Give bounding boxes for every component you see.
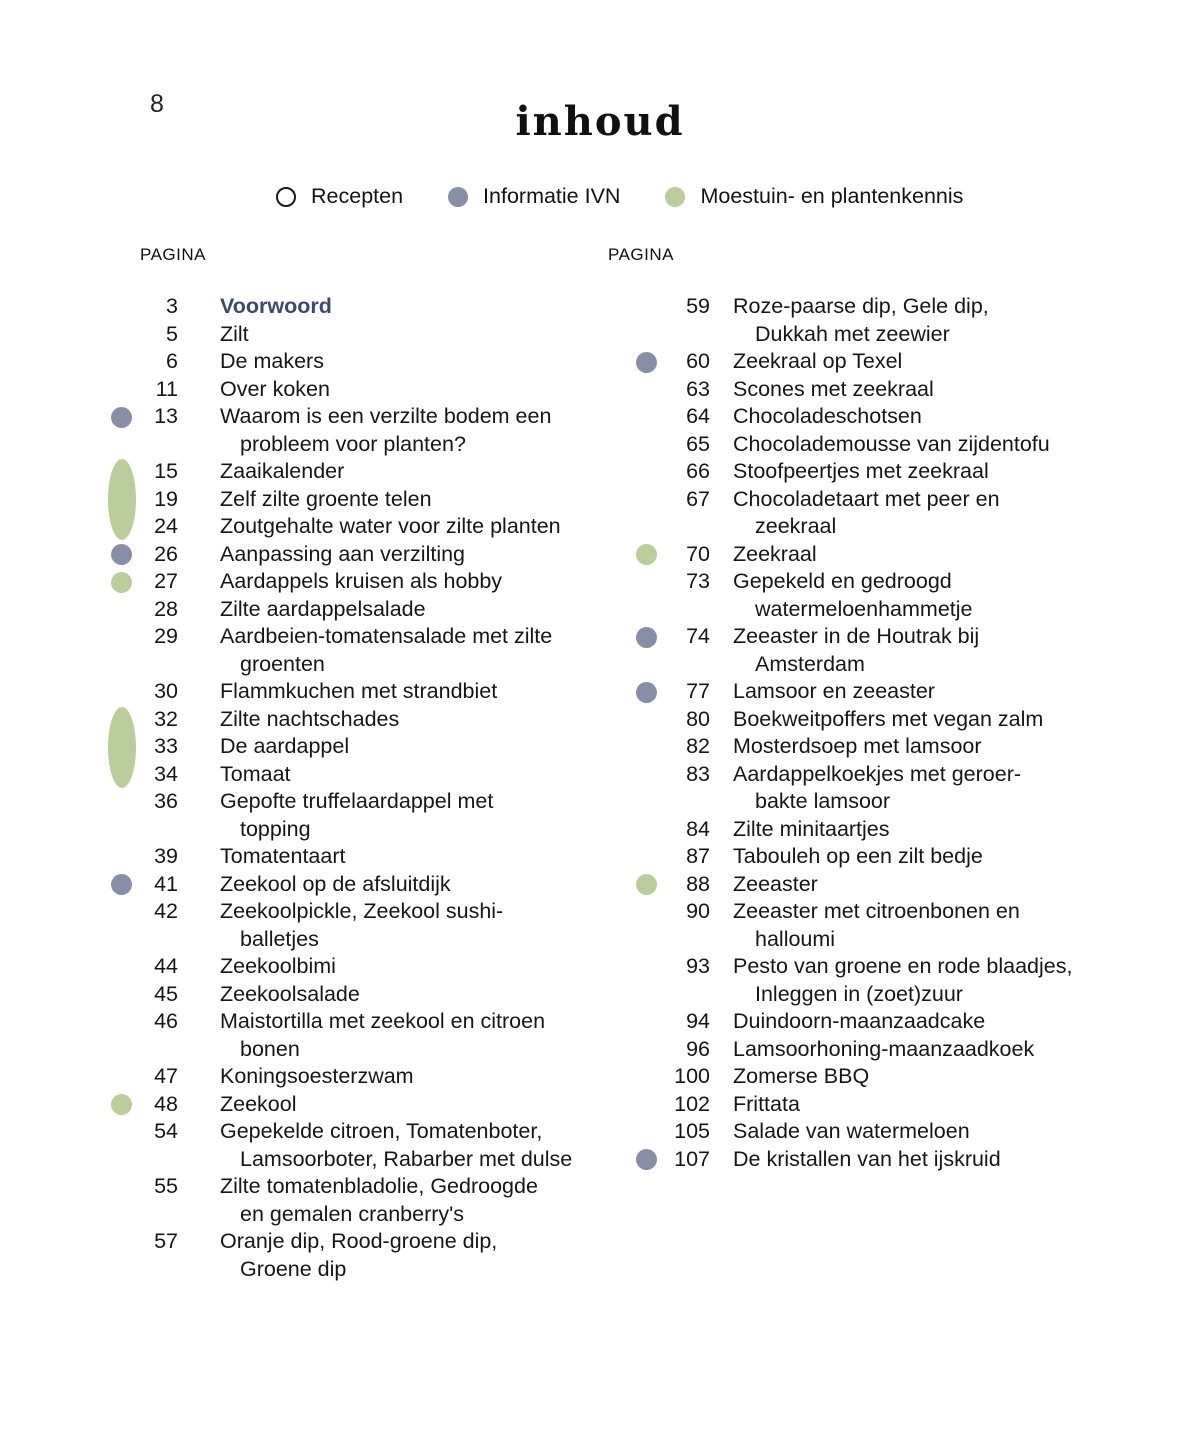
toc-entry <box>625 706 1185 734</box>
entry-page-number: 27 <box>154 569 178 593</box>
toc-entry <box>100 1091 625 1119</box>
entry-title: Duindoorn-maanzaadcake <box>733 1009 986 1033</box>
toc-entry <box>100 706 625 734</box>
entry-page-number <box>144 926 178 954</box>
toc-entry <box>625 1063 1185 1091</box>
entry-page-number: 48 <box>154 1091 178 1116</box>
entry-title: Zeekraal <box>733 541 817 566</box>
info-ivn-dot-icon <box>111 544 132 565</box>
toc-entry <box>625 1036 1185 1064</box>
toc-entry <box>100 321 625 349</box>
entry-title: Zeeaster <box>733 871 818 896</box>
toc-entry <box>625 1091 1185 1119</box>
entry-page-number: 83 <box>686 761 710 786</box>
entry-title: De kristallen van het ijskruid <box>733 1146 1001 1171</box>
toc-entry <box>625 843 1185 871</box>
toc-entry <box>625 431 1185 459</box>
info-ivn-dot-icon <box>636 1149 657 1170</box>
entry-title: De aardappel <box>220 734 350 758</box>
entry-page-number: 88 <box>686 871 710 896</box>
entry-page-number: 65 <box>686 431 710 456</box>
entry-title: Groene dip <box>240 1256 347 1281</box>
info-ivn-dot-icon <box>111 407 132 428</box>
entry-page-number <box>144 431 178 459</box>
toc-entry <box>100 788 625 843</box>
entry-page-number: 82 <box>686 734 710 758</box>
toc-entry <box>100 1118 625 1173</box>
entry-page-number <box>144 1146 178 1174</box>
entry-title: Waarom is een verzilte bodem een <box>220 404 552 428</box>
entry-title: watermeloenhammetje <box>755 596 973 621</box>
toc-entry <box>100 596 625 624</box>
toc-entry <box>100 1228 625 1283</box>
entry-title: Chocolademousse van zijdentofu <box>733 431 1050 456</box>
toc-entry <box>625 953 1185 1008</box>
entry-page-number: 13 <box>154 404 178 428</box>
entry-title: Koningsoesterzwam <box>220 1064 414 1088</box>
toc-entry <box>625 871 1185 899</box>
toc-entry <box>625 816 1185 844</box>
entry-title: Salade van watermeloen <box>733 1119 970 1143</box>
entry-page-number <box>669 788 710 816</box>
toc-entry <box>100 293 625 321</box>
entry-title: groenten <box>240 651 325 676</box>
entry-title: Zoutgehalte water voor zilte planten <box>220 514 561 538</box>
entry-page-number <box>144 1256 178 1284</box>
entry-page-number: 87 <box>686 844 710 868</box>
entry-title: Zelf zilte groente telen <box>220 486 432 511</box>
entry-title: Zeekoolsalade <box>220 981 360 1006</box>
entry-title: Tomatentaart <box>220 844 346 868</box>
toc-entry <box>625 733 1185 761</box>
toc-entry <box>625 293 1185 348</box>
entry-title: Zilte tomatenbladolie, Gedroogde <box>220 1174 538 1198</box>
entry-title: Oranje dip, Rood-groene dip, <box>220 1229 498 1253</box>
garden-dot-icon <box>665 187 685 207</box>
entry-page-number: 90 <box>686 899 710 923</box>
toc-entry <box>625 1008 1185 1036</box>
entry-title: Gepekeld en gedroogd <box>733 569 952 593</box>
entry-page-number <box>669 651 710 679</box>
entry-page-number: 3 <box>166 294 178 318</box>
entry-page-number <box>669 596 710 624</box>
entry-title: halloumi <box>755 926 836 951</box>
entry-page-number: 41 <box>154 871 178 896</box>
legend-item <box>276 184 403 209</box>
entry-page-number: 80 <box>686 706 710 731</box>
entry-title: Mosterdsoep met lamsoor <box>733 734 982 758</box>
entry-title: zeekraal <box>755 514 837 538</box>
toc-entry <box>100 348 625 376</box>
entry-page-number: 63 <box>686 376 710 401</box>
toc-entry <box>100 541 625 569</box>
entry-page-number: 36 <box>154 789 178 813</box>
entry-title: Tabouleh op een zilt bedje <box>733 844 983 868</box>
entry-title: topping <box>240 816 311 841</box>
entry-title: Lamsoorboter, Rabarber met dulse <box>240 1146 573 1171</box>
toc-entry <box>625 761 1185 816</box>
toc-entry <box>100 1063 625 1091</box>
entry-page-number: 47 <box>154 1064 178 1088</box>
legend-label: Recepten <box>311 184 404 208</box>
entry-page-number: 102 <box>674 1091 710 1116</box>
entry-title: Zeekoolpickle, Zeekool sushi- <box>220 899 504 923</box>
entry-title: Aardbeien-tomatensalade met zilte <box>220 624 553 648</box>
entry-title: Frittata <box>733 1091 800 1116</box>
legend-label: Informatie IVN <box>483 184 621 208</box>
entry-page-number: 6 <box>166 349 178 373</box>
entry-title: Lamsoorhoning-maanzaadkoek <box>733 1036 1035 1061</box>
entry-title: Inleggen in (zoet)zuur <box>755 981 963 1006</box>
entry-page-number <box>669 981 710 1009</box>
entry-title: balletjes <box>240 926 319 951</box>
entry-page-number: 44 <box>154 954 178 978</box>
toc-entry <box>625 486 1185 541</box>
toc-entry <box>100 403 625 458</box>
entry-page-number <box>669 926 710 954</box>
entry-page-number: 66 <box>686 459 710 483</box>
toc-entry <box>625 1146 1185 1174</box>
entry-page-number: 84 <box>686 816 710 841</box>
toc-entry <box>625 458 1185 486</box>
entry-page-number: 105 <box>674 1119 710 1143</box>
entry-title: Zilte aardappelsalade <box>220 596 426 621</box>
legend-item <box>665 184 963 209</box>
page-number: 8 <box>150 90 164 118</box>
toc-entry <box>100 513 625 541</box>
toc-entry <box>625 568 1185 623</box>
entry-page-number <box>669 321 710 349</box>
entry-page-number: 45 <box>154 981 178 1006</box>
toc-column-right <box>625 293 1185 1173</box>
entry-title: Roze-paarse dip, Gele dip, <box>733 294 989 318</box>
garden-dot-icon <box>636 874 657 895</box>
info-ivn-dot-icon <box>636 682 657 703</box>
entry-title: Aardappels kruisen als hobby <box>220 569 503 593</box>
column-header-right: PAGINA <box>608 245 674 264</box>
entry-page-number: 24 <box>154 514 178 538</box>
entry-title: Zeeaster in de Houtrak bij <box>733 624 980 648</box>
garden-dot-icon <box>111 572 132 593</box>
toc-entry <box>100 981 625 1009</box>
toc-entry <box>625 898 1185 953</box>
entry-page-number: 33 <box>154 734 178 758</box>
entry-page-number: 96 <box>686 1036 710 1061</box>
entry-page-number: 34 <box>154 761 178 786</box>
toc-entry <box>625 678 1185 706</box>
entry-title: Aanpassing aan verzilting <box>220 541 466 566</box>
toc-entry <box>100 761 625 789</box>
entry-title: Zilt <box>220 321 249 346</box>
entry-page-number: 64 <box>686 404 710 428</box>
entry-page-number: 59 <box>686 294 710 318</box>
entry-page-number: 42 <box>154 899 178 923</box>
entry-page-number <box>144 1201 178 1229</box>
entry-title: Zeeaster met citroenbonen en <box>733 899 1020 923</box>
toc-entry <box>625 623 1185 678</box>
entry-page-number <box>144 651 178 679</box>
toc-column-left <box>100 293 625 1283</box>
toc-entry <box>625 541 1185 569</box>
entry-page-number: 55 <box>154 1174 178 1198</box>
entry-title: Scones met zeekraal <box>733 376 934 401</box>
entry-page-number: 11 <box>155 376 178 401</box>
entry-title: Gepekelde citroen, Tomatenboter, <box>220 1119 543 1143</box>
entry-page-number <box>669 513 710 541</box>
entry-title: en gemalen cranberry's <box>240 1201 464 1226</box>
entry-title: Voorwoord <box>220 294 332 318</box>
entry-page-number: 77 <box>686 679 710 703</box>
entry-page-number <box>144 1036 178 1064</box>
toc-entry <box>625 1118 1185 1146</box>
entry-title: probleem voor planten? <box>240 431 466 456</box>
toc-entry <box>100 486 625 514</box>
entry-title: Chocoladeschotsen <box>733 404 922 428</box>
entry-title: Zaaikalender <box>220 459 345 483</box>
entry-title: Maistortilla met zeekool en citroen <box>220 1009 546 1033</box>
entry-title: Dukkah met zeewier <box>755 321 950 346</box>
toc-entry <box>625 403 1185 431</box>
entry-title: Chocoladetaart met peer en <box>733 486 1000 511</box>
toc-entry <box>100 843 625 871</box>
garden-dot-icon <box>111 1094 132 1115</box>
entry-page-number: 100 <box>674 1064 710 1088</box>
entry-page-number: 74 <box>686 624 710 648</box>
toc-entry <box>625 376 1185 404</box>
toc-entry <box>100 568 625 596</box>
info-ivn-dot-icon <box>448 187 468 207</box>
entry-page-number: 15 <box>154 459 178 483</box>
toc-entry <box>100 458 625 486</box>
entry-title: Aardappelkoekjes met geroer- <box>733 761 1022 786</box>
entry-title: Zeekraal op Texel <box>733 349 903 373</box>
entry-title: Zilte nachtschades <box>220 706 400 731</box>
toc-entry <box>100 871 625 899</box>
entry-title: Pesto van groene en rode blaadjes, <box>733 954 1073 978</box>
entry-page-number <box>144 816 178 844</box>
entry-title: Zeekool <box>220 1091 297 1116</box>
entry-page-number: 30 <box>154 679 178 703</box>
entry-page-number: 107 <box>674 1146 710 1171</box>
entry-page-number: 60 <box>686 349 710 373</box>
legend-label: Moestuin- en plantenkennis <box>700 184 964 208</box>
entry-title: Boekweitpoffers met vegan zalm <box>733 706 1044 731</box>
toc-entry <box>625 348 1185 376</box>
entry-title: Stoofpeertjes met zeekraal <box>733 459 989 483</box>
info-ivn-dot-icon <box>111 874 132 895</box>
legend-item <box>448 184 620 209</box>
entry-title: Zeekoolbimi <box>220 954 336 978</box>
entry-title: Tomaat <box>220 761 291 786</box>
entry-title: Zeekool op de afsluitdijk <box>220 871 451 896</box>
toc-entry <box>100 898 625 953</box>
entry-title: Over koken <box>220 376 330 401</box>
info-ivn-dot-icon <box>636 627 657 648</box>
toc-entry <box>100 678 625 706</box>
entry-page-number: 5 <box>166 321 178 346</box>
page-title: inhoud <box>515 98 685 145</box>
entry-title: Zomerse BBQ <box>733 1064 870 1088</box>
toc-entry <box>100 733 625 761</box>
recepten-circle-icon <box>276 187 296 207</box>
entry-page-number: 67 <box>686 486 710 511</box>
entry-page-number: 32 <box>154 706 178 731</box>
entry-page-number: 73 <box>686 569 710 593</box>
info-ivn-dot-icon <box>636 352 657 373</box>
entry-page-number: 46 <box>154 1009 178 1033</box>
entry-page-number: 57 <box>154 1229 178 1253</box>
entry-page-number: 28 <box>154 596 178 621</box>
entry-page-number: 93 <box>686 954 710 978</box>
entry-title: Amsterdam <box>755 651 865 676</box>
toc-entry <box>100 1173 625 1228</box>
entry-page-number: 54 <box>154 1119 178 1143</box>
entry-title: Lamsoor en zeeaster <box>733 679 935 703</box>
entry-title: bonen <box>240 1036 300 1061</box>
entry-title: Zilte minitaartjes <box>733 816 890 841</box>
column-header-left: PAGINA <box>140 245 206 264</box>
legend <box>276 184 963 209</box>
entry-page-number: 26 <box>154 541 178 566</box>
entry-title: bakte lamsoor <box>755 789 891 813</box>
toc-entry <box>100 1008 625 1063</box>
toc-entry <box>100 376 625 404</box>
toc-entry <box>100 623 625 678</box>
garden-dot-icon <box>636 544 657 565</box>
entry-title: Flammkuchen met strandbiet <box>220 679 498 703</box>
entry-title: Gepofte truffelaardappel met <box>220 789 494 813</box>
entry-page-number: 39 <box>154 844 178 868</box>
entry-page-number: 19 <box>154 486 178 511</box>
toc-entry <box>100 953 625 981</box>
entry-page-number: 29 <box>154 624 178 648</box>
entry-title: De makers <box>220 349 324 373</box>
entry-page-number: 94 <box>686 1009 710 1033</box>
entry-page-number: 70 <box>686 541 710 566</box>
